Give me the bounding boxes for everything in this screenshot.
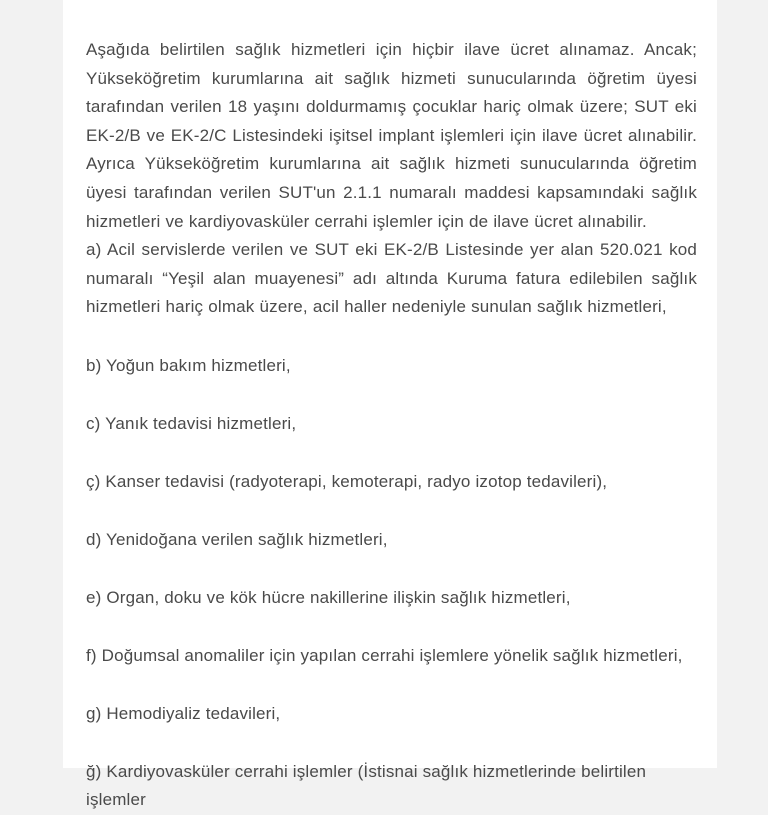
list-item-d: d) Yenidoğana verilen sağlık hizmetleri, bbox=[86, 529, 388, 549]
list-item-g-breve: ğ) Kardiyovasküler cerrahi işlemler (İstisnai sağlık hizmetlerinde belirtilen işlemler bbox=[86, 761, 647, 810]
list-item-c-cedilla: ç) Kanser tedavisi (radyoterapi, kemoterapi, radyo izotop tedavileri), bbox=[86, 471, 608, 491]
list-item-c: c) Yanık tedavisi hizmetleri, bbox=[86, 413, 297, 433]
document-page-sheet bbox=[63, 0, 717, 810]
list-item-e: e) Organ, doku ve kök hücre nakillerine ilişkin sağlık hizmetleri, bbox=[86, 587, 571, 607]
list-item-g: g) Hemodiyaliz tedavileri, bbox=[86, 703, 281, 723]
intro-paragraph-block bbox=[86, 36, 697, 322]
paragraph-intro: Aşağıda belirtilen sağlık hizmetleri için hiçbir ilave ücret alınamaz. Ancak; Yükseköğretim kurumlarına ait sağlık hizmeti sunucularında öğretim üyesi tarafından verilen 18 yaşını doldurmamış çocuklar hariç olmak üzere; SUT eki EK-2/B ve EK-2/C Listesindeki işitsel implant işlemleri için ilave ücret alınabilir. Ayrıca Yükseköğretim kurumlarına ait sağlık hizmeti sunucularında öğretim üyesi tarafından verilen SUT'un 2.1.1 numaralı maddesi kapsamındaki sağlık hizmetleri ve kardiyovasküler cerrahi işlemler için de ilave ücret alınabilir. bbox=[86, 40, 697, 231]
document-text-column bbox=[86, 0, 697, 810]
lettered-list-block bbox=[86, 352, 697, 815]
paragraph-item-a: a) Acil servislerde verilen ve SUT eki EK-2/B Listesinde yer alan 520.021 kod numaralı “Yeşil alan muayenesi” adı altında Kuruma fatura edilebilen sağlık hizmetleri hariç olmak üzere, acil haller nedeniyle sunulan sağlık hizmetleri, bbox=[86, 240, 697, 317]
list-item-b: b) Yoğun bakım hizmetleri, bbox=[86, 356, 291, 375]
list-item-f: f) Doğumsal anomaliler için yapılan cerrahi işlemlere yönelik sağlık hizmetleri, bbox=[86, 645, 683, 665]
